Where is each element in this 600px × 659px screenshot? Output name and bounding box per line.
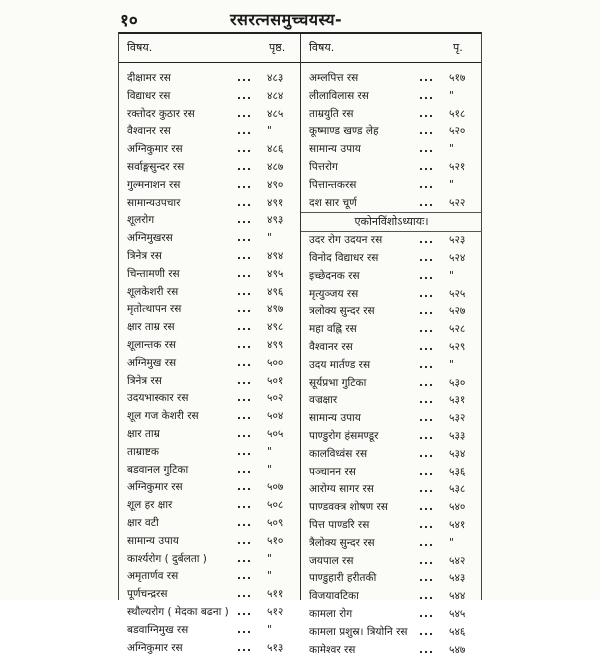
entry-name: रक्तोदर कुठार रस — [127, 106, 195, 124]
entry-name: ताम्राष्टक — [127, 444, 159, 462]
leader-dots: ... — [419, 535, 434, 553]
left-subject-header: विषय. — [127, 34, 152, 62]
entry-name: विद्याधर रस — [127, 88, 170, 106]
entry-name: वैश्वानर रस — [309, 339, 353, 357]
entry-name: सामान्य उपाय — [309, 410, 361, 428]
leader-dots: ... — [419, 375, 434, 393]
entry-name: उदयभास्कार रस — [127, 390, 188, 408]
leader-dots: ... — [237, 70, 252, 88]
index-row — [301, 392, 482, 410]
leader-dots: ... — [419, 357, 434, 375]
index-row — [119, 640, 300, 658]
leader-dots: ... — [237, 515, 252, 533]
leader-dots: ... — [419, 624, 434, 642]
entry-name: दीक्षामर रस — [127, 70, 171, 88]
index-row — [301, 588, 482, 606]
leader-dots: ... — [237, 266, 252, 284]
index-row — [301, 553, 482, 571]
index-row — [301, 159, 482, 177]
entry-page: ५१७ — [449, 70, 465, 88]
index-row — [119, 373, 300, 391]
index-row — [119, 230, 300, 248]
leader-dots: ... — [419, 517, 434, 535]
entry-name: शूलरोग — [127, 212, 154, 230]
leader-dots: ... — [237, 195, 252, 213]
leader-dots: ... — [419, 70, 434, 88]
entry-name: त्रिनेत्र रस — [127, 373, 162, 391]
index-row — [301, 624, 482, 642]
entry-name: कामला प्रशुस्र। त्रियोनि रस — [309, 624, 407, 642]
entry-name: वज्रक्षार — [309, 392, 337, 410]
entry-name: कामला रोग — [309, 606, 352, 624]
leader-dots: ... — [237, 159, 252, 177]
entry-page: ५११ — [267, 586, 283, 604]
leader-dots: ... — [419, 446, 434, 464]
entry-page: ४९७ — [267, 301, 283, 319]
entry-page: ५०४ — [267, 408, 283, 426]
entry-name: सूर्यप्रभा गुटिका — [309, 375, 366, 393]
entry-page: ५४४ — [449, 588, 465, 606]
leader-dots: ... — [237, 640, 252, 658]
entry-name: पित्त पाण्डरि रस — [309, 517, 369, 535]
leader-dots: ... — [419, 195, 434, 213]
leader-dots: ... — [419, 177, 434, 195]
entry-page: " — [267, 551, 272, 569]
entry-page: ४९४ — [267, 248, 283, 266]
entry-name: अग्निमुखरस — [127, 230, 173, 248]
leader-dots: ... — [419, 553, 434, 571]
entry-page: ५३१ — [449, 392, 465, 410]
leader-dots: ... — [237, 586, 252, 604]
entry-name: त्रैलोक्य सुन्दर रस — [309, 535, 375, 553]
entry-name: अग्निमुख रस — [127, 355, 176, 373]
index-row — [119, 337, 300, 355]
entry-page: ५२४ — [449, 250, 465, 268]
entry-page: ४९० — [267, 177, 283, 195]
entry-page: ५४६ — [449, 624, 465, 642]
leader-dots: ... — [237, 177, 252, 195]
index-row — [119, 444, 300, 462]
index-row — [301, 70, 482, 88]
leader-dots: ... — [419, 321, 434, 339]
entry-name: विनोद विद्याधर रस — [309, 250, 378, 268]
entry-page: ४८३ — [267, 70, 283, 88]
entry-page: ४९८ — [267, 319, 283, 337]
index-row — [301, 177, 482, 195]
index-row — [301, 268, 482, 286]
leader-dots: ... — [237, 462, 252, 480]
index-row — [119, 462, 300, 480]
entry-page: " — [267, 444, 272, 462]
entry-page: ५०७ — [267, 479, 283, 497]
index-row — [301, 339, 482, 357]
entry-page: ५२९ — [449, 339, 465, 357]
index-row — [301, 286, 482, 304]
index-row — [301, 232, 482, 250]
index-row — [119, 622, 300, 640]
entry-name: क्षार वटी — [127, 515, 159, 533]
entry-name: अग्निकुमार रस — [127, 640, 183, 658]
index-row — [119, 533, 300, 551]
entry-page: " — [449, 141, 454, 159]
index-row — [301, 141, 482, 159]
entry-name: कार्श्यरोग ( दुर्बलता ) — [127, 551, 207, 569]
entry-page: ५१० — [267, 533, 283, 551]
index-row — [119, 123, 300, 141]
leader-dots: ... — [419, 606, 434, 624]
entry-name: सामान्यउपचार — [127, 195, 180, 213]
entry-page: " — [449, 177, 454, 195]
leader-dots: ... — [237, 373, 252, 391]
index-row — [301, 517, 482, 535]
leader-dots: ... — [237, 301, 252, 319]
leader-dots: ... — [419, 268, 434, 286]
entry-name: सामान्य उपाय — [127, 533, 179, 551]
entry-name: पाण्डुरोग हंसमण्डूर — [309, 428, 378, 446]
leader-dots: ... — [237, 426, 252, 444]
leader-dots: ... — [419, 141, 434, 159]
index-row — [301, 106, 482, 124]
entry-page: ५२३ — [449, 232, 465, 250]
leader-dots: ... — [419, 499, 434, 517]
index-row — [119, 266, 300, 284]
index-row — [119, 301, 300, 319]
index-row — [119, 88, 300, 106]
entry-name: दश सार चूर्ण — [309, 195, 357, 213]
entry-page: ५०५ — [267, 426, 283, 444]
entry-name: पूर्णचन्द्ररस — [127, 586, 167, 604]
entry-name: पञ्चानन रस — [309, 464, 356, 482]
entry-name: शूल गज केशरी रस — [127, 408, 199, 426]
entry-page: ५४३ — [449, 570, 465, 588]
index-row — [119, 408, 300, 426]
entry-name: बडवाग्निमुख रस — [127, 622, 188, 640]
leader-dots: ... — [237, 284, 252, 302]
index-row — [301, 570, 482, 588]
leader-dots: ... — [419, 481, 434, 499]
entry-name: कालविध्वंस रस — [309, 446, 367, 464]
entry-page: ५४५ — [449, 606, 465, 624]
index-row — [119, 426, 300, 444]
entry-name: वैश्वानर रस — [127, 123, 171, 141]
entry-name: कामेश्वर रस — [309, 642, 355, 659]
entry-page: ४९३ — [267, 212, 283, 230]
entry-name: उदय मार्तण्ड रस — [309, 357, 370, 375]
leader-dots: ... — [237, 123, 252, 141]
leader-dots: ... — [419, 410, 434, 428]
index-row — [301, 535, 482, 553]
entry-name: अम्लपित्त रस — [309, 70, 358, 88]
entry-name: आरोग्य सागर रस — [309, 481, 374, 499]
leader-dots: ... — [237, 248, 252, 266]
leader-dots: ... — [237, 106, 252, 124]
running-title: रसरत्नसमुच्चयस्य- — [230, 8, 342, 30]
leader-dots: ... — [237, 230, 252, 248]
index-row — [119, 159, 300, 177]
leader-dots: ... — [237, 319, 252, 337]
leader-dots: ... — [419, 339, 434, 357]
entry-page: ५२७ — [449, 303, 465, 321]
leader-dots: ... — [237, 568, 252, 586]
leader-dots: ... — [419, 159, 434, 177]
entry-name: अग्निकुमार रस — [127, 141, 183, 159]
index-row — [119, 355, 300, 373]
entry-name: सामान्य उपाय — [309, 141, 361, 159]
entry-name: शूलकेशरी रस — [127, 284, 178, 302]
leader-dots: ... — [419, 642, 434, 659]
entry-name: क्षार ताम्र — [127, 426, 160, 444]
entry-page: ४८७ — [267, 159, 283, 177]
entry-page: ५३६ — [449, 464, 465, 482]
entry-name: स्थौल्यरोग ( मेदका बढना ) — [127, 604, 229, 622]
entry-name: शूलान्तक रस — [127, 337, 176, 355]
entry-name: त्रलोक्य सुन्दर रस — [309, 303, 375, 321]
index-row — [301, 464, 482, 482]
index-row — [301, 410, 482, 428]
entry-page: ५२० — [449, 123, 465, 141]
entry-page: ४९५ — [267, 266, 283, 284]
leader-dots: ... — [419, 464, 434, 482]
index-row — [119, 515, 300, 533]
entry-page: " — [267, 123, 272, 141]
entry-page: ४९१ — [267, 195, 283, 213]
index-row — [301, 357, 482, 375]
index-row — [301, 375, 482, 393]
index-row — [301, 642, 482, 659]
entry-page: ४८५ — [267, 106, 283, 124]
index-row — [301, 446, 482, 464]
entry-name: मृतोत्थापन रस — [127, 301, 181, 319]
entry-name: लीलाविलास रस — [309, 88, 369, 106]
page-number: १० — [120, 8, 138, 31]
entry-page: " — [449, 268, 454, 286]
index-row — [119, 568, 300, 586]
leader-dots: ... — [237, 355, 252, 373]
entry-page: ५२१ — [449, 159, 465, 177]
entry-name: गुल्मनाशन रस — [127, 177, 180, 195]
index-row — [301, 606, 482, 624]
entry-page: ५३४ — [449, 446, 465, 464]
index-row — [119, 248, 300, 266]
leader-dots: ... — [419, 106, 434, 124]
entry-name: क्षार ताम्र रस — [127, 319, 175, 337]
entry-name: पाण्डवक्त्र शोषण रस — [309, 499, 388, 517]
entry-page: ४८६ — [267, 141, 283, 159]
leader-dots: ... — [237, 88, 252, 106]
entry-page: ४९६ — [267, 284, 283, 302]
entry-name: पित्तान्तकरस — [309, 177, 356, 195]
entry-page: ५२८ — [449, 321, 465, 339]
entry-page: " — [449, 535, 454, 553]
entry-name: महा वह्नि रस — [309, 321, 357, 339]
entry-name: अमृतार्णव रस — [127, 568, 178, 586]
index-row — [119, 586, 300, 604]
index-row — [119, 551, 300, 569]
index-row — [301, 123, 482, 141]
index-row — [301, 250, 482, 268]
index-row — [301, 303, 482, 321]
entry-name: त्रिनेत्र रस — [127, 248, 162, 266]
leader-dots: ... — [237, 604, 252, 622]
entry-name: ताम्रयुति रस — [309, 106, 354, 124]
leader-dots: ... — [237, 444, 252, 462]
index-row — [301, 499, 482, 517]
leader-dots: ... — [419, 250, 434, 268]
leader-dots: ... — [419, 88, 434, 106]
index-row — [301, 321, 482, 339]
entry-page: ५०९ — [267, 515, 283, 533]
index-row — [119, 497, 300, 515]
entry-page: ४८४ — [267, 88, 283, 106]
index-row — [119, 177, 300, 195]
leader-dots: ... — [237, 337, 252, 355]
entry-page: ५२५ — [449, 286, 465, 304]
index-table — [118, 32, 482, 600]
entry-name: जयपाल रस — [309, 553, 353, 571]
entry-page: ५४० — [449, 499, 465, 517]
index-row — [119, 106, 300, 124]
index-row — [119, 319, 300, 337]
leader-dots: ... — [419, 588, 434, 606]
entry-name: अग्निकुमार रस — [127, 479, 183, 497]
entry-page: ५३८ — [449, 481, 465, 499]
entry-page: ५४२ — [449, 553, 465, 571]
index-row — [301, 88, 482, 106]
leader-dots: ... — [237, 390, 252, 408]
entry-page: ५१३ — [267, 640, 283, 658]
leader-dots: ... — [237, 479, 252, 497]
leader-dots: ... — [419, 232, 434, 250]
entry-page: ५३० — [449, 375, 465, 393]
leader-dots: ... — [419, 286, 434, 304]
entry-name: चिन्तामणी रस — [127, 266, 180, 284]
entry-name: सर्वाङ्गसुन्दर रस — [127, 159, 184, 177]
leader-dots: ... — [419, 428, 434, 446]
entry-page: " — [267, 568, 272, 586]
leader-dots: ... — [237, 551, 252, 569]
entry-page: ५२२ — [449, 195, 465, 213]
left-column — [119, 70, 300, 657]
index-row — [119, 195, 300, 213]
entry-page: ५३२ — [449, 410, 465, 428]
entry-page: " — [267, 230, 272, 248]
entry-page: ५१२ — [267, 604, 283, 622]
entry-page: ५४१ — [449, 517, 465, 535]
entry-name: शूल हर क्षार — [127, 497, 172, 515]
entry-page: ५३३ — [449, 428, 465, 446]
entry-page: " — [267, 622, 272, 640]
page-header — [120, 8, 480, 30]
entry-name: मृत्युञ्जय रस — [309, 286, 358, 304]
leader-dots: ... — [419, 570, 434, 588]
index-row — [301, 481, 482, 499]
entry-page: " — [449, 88, 454, 106]
index-row — [301, 195, 482, 213]
entry-name: पित्तरोग — [309, 159, 338, 177]
entry-page: ५०२ — [267, 390, 283, 408]
leader-dots: ... — [237, 141, 252, 159]
entry-name: इच्छेदनक रस — [309, 268, 360, 286]
entry-name: बडवानल गुटिका — [127, 462, 188, 480]
entry-name: विजयावटिका — [309, 588, 359, 606]
right-page-header: पृ. — [453, 34, 463, 62]
entry-page: " — [267, 462, 272, 480]
leader-dots: ... — [237, 408, 252, 426]
entry-page: ५०८ — [267, 497, 283, 515]
index-row — [119, 604, 300, 622]
index-row — [119, 479, 300, 497]
leader-dots: ... — [419, 303, 434, 321]
right-subject-header: विषय. — [309, 34, 334, 62]
left-page-header: पृष्ठ. — [269, 34, 285, 62]
index-row — [119, 284, 300, 302]
index-row — [119, 141, 300, 159]
entry-page: ४९९ — [267, 337, 283, 355]
index-row — [119, 212, 300, 230]
leader-dots: ... — [237, 497, 252, 515]
leader-dots: ... — [237, 622, 252, 640]
index-row — [301, 428, 482, 446]
chapter-heading: एकोनविंशोऽध्यायः। — [301, 212, 482, 232]
entry-name: कूष्माण्ड खण्ड लेह — [309, 123, 379, 141]
entry-page: ५०० — [267, 355, 283, 373]
index-row — [119, 70, 300, 88]
entry-name: उदर रोग उदयन रस — [309, 232, 382, 250]
leader-dots: ... — [419, 123, 434, 141]
entry-page: ५४७ — [449, 642, 465, 659]
entry-page: ५१८ — [449, 106, 465, 124]
right-column — [301, 70, 482, 659]
entry-page: ५०१ — [267, 373, 283, 391]
leader-dots: ... — [237, 533, 252, 551]
entry-page: " — [449, 357, 454, 375]
leader-dots: ... — [419, 392, 434, 410]
entry-name: पाण्डुहारी हरीतकी — [309, 570, 376, 588]
leader-dots: ... — [237, 212, 252, 230]
index-row — [119, 390, 300, 408]
